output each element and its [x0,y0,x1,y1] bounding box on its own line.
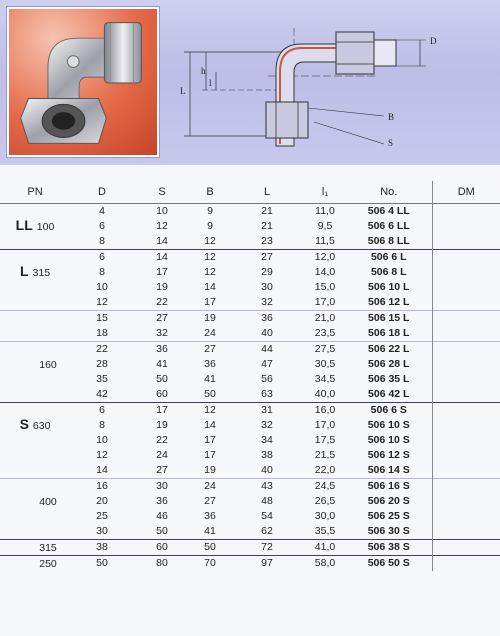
cell-no: 506 6 S [346,402,432,418]
cell-d: 8 [99,418,105,431]
cell-d: 18 [96,326,108,339]
cell-d: 6 [70,249,134,265]
cell-pn [0,539,70,555]
cell-pn [0,387,70,403]
cell-s: 14 [134,249,190,265]
cell-d: 38 [70,539,134,555]
series-label: S [19,415,29,432]
cell-l1: 15,0 [314,280,336,293]
cell-b: 24 [204,326,216,339]
cell-l1: 21,0 [304,310,346,326]
cell-l1: 16,0 [304,402,346,418]
cell-s: 17 [134,402,190,418]
cell-d: 4 [99,204,105,217]
cell-b: 14 [204,280,216,293]
cell-l1: 17,5 [314,433,336,446]
cell-d: 12 [96,448,108,461]
cell-l1: 12,0 [304,249,346,265]
cell-pn [0,555,70,571]
table-row [0,387,500,403]
pressure-value: 250 [39,557,57,570]
table-row [0,402,500,418]
cell-l1: 34,5 [314,372,336,385]
cell-dm [432,478,500,494]
cell-d: 25 [96,509,108,522]
cell-pn [0,372,70,387]
cell-s: 12 [156,219,168,232]
dim-label-b: B [388,112,395,122]
table-row [0,265,500,280]
cell-b: 50 [190,539,230,555]
cell-s: 60 [134,539,190,555]
cell-b: 41 [204,524,216,537]
table-row [0,280,500,295]
cross-section-diagram [176,16,446,156]
cell-d: 28 [96,357,108,370]
table-row [0,463,500,479]
cell-dm [432,203,500,219]
cell-l: 97 [230,555,304,571]
cell-d: 8 [99,234,105,247]
dim-label-d: D [430,36,437,46]
cell-dm [432,524,500,540]
cell-d: 10 [96,433,108,446]
cell-l1: 17,0 [314,295,336,308]
cell-s: 41 [156,357,168,370]
cell-b: 70 [190,555,230,571]
cell-l: 40 [261,326,273,339]
spec-table [0,181,500,571]
pressure-value: 630 [32,419,51,432]
cell-d: 6 [99,219,105,232]
cell-l: 62 [261,524,273,537]
table-row [0,494,500,509]
cell-s: 36 [156,494,168,507]
cell-no: 506 28 L [368,357,410,370]
table-row [0,509,500,524]
cell-d: 20 [96,494,108,507]
cell-l: 40 [261,463,273,476]
cell-no: 506 35 L [368,372,410,385]
cell-dm [432,509,500,524]
pressure-value: 315 [32,266,51,279]
cell-s: 46 [156,509,168,522]
cell-no: 506 6 LL [367,219,410,232]
table-row [0,249,500,265]
cell-pn [0,494,70,509]
cell-pn [0,203,70,219]
cell-l: 32 [261,418,273,431]
cell-l1: 23,5 [314,326,336,339]
cell-s: 32 [156,326,168,339]
col-header-d: D [70,181,134,203]
cell-pn [0,295,70,311]
cell-pn [0,509,70,524]
cell-no: 506 15 L [346,310,432,326]
header-banner [0,0,500,165]
cell-pn [0,341,70,357]
cell-no: 506 42 L [368,387,410,400]
cell-no: 506 4 LL [367,204,410,217]
table-header-row [0,181,500,203]
cell-b: 50 [204,387,216,400]
cell-l1: 27,5 [304,341,346,357]
cell-no: 506 18 L [368,326,410,339]
cell-b: 12 [204,234,216,247]
cell-b: 14 [204,418,216,431]
cell-b: 12 [204,265,216,278]
cell-d: 15 [70,310,134,326]
cell-s: 24 [156,448,168,461]
cell-dm [432,357,500,372]
cell-d: 50 [70,555,134,571]
cell-s: 14 [156,234,168,247]
cell-l: 32 [261,295,273,308]
cell-pn [0,448,70,463]
cell-l1: 24,5 [304,478,346,494]
cell-no: 506 10 S [367,418,410,431]
cell-s: 27 [156,463,168,476]
cell-dm [432,448,500,463]
col-header-l1: l₁ [304,181,346,203]
cell-pn [0,524,70,540]
cell-s: 50 [156,524,168,537]
col-header-no: No. [346,181,432,203]
dim-label-s: S [388,138,394,148]
cell-dm [432,387,500,403]
cell-s: 19 [156,418,168,431]
table-row [0,555,500,571]
pressure-value: 400 [39,495,57,508]
cell-b: 36 [204,357,216,370]
cell-l1: 21,5 [314,448,336,461]
cell-pn [0,478,70,494]
cell-l1: 41,0 [304,539,346,555]
table-row [0,295,500,311]
cell-b: 24 [190,478,230,494]
cell-l1: 30,0 [314,509,336,522]
cell-d: 8 [99,265,105,278]
cell-pn [0,234,70,250]
cell-no: 506 30 S [367,524,410,537]
cell-l: 23 [261,234,273,247]
col-header-s: S [134,181,190,203]
cell-s: 80 [134,555,190,571]
table-row [0,418,500,433]
table-row [0,433,500,448]
table-row [0,203,500,219]
cell-l1: 35,5 [314,524,336,537]
cell-l1: 11,5 [315,234,335,247]
cell-l: 31 [230,402,304,418]
cell-l1: 14,0 [314,265,336,278]
cell-b: 12 [190,402,230,418]
cell-s: 19 [156,280,168,293]
cell-s: 22 [156,295,168,308]
cell-dm [432,494,500,509]
cell-b: 41 [204,372,216,385]
cell-l: 38 [261,448,273,461]
cell-dm [432,341,500,357]
cell-no: 506 8 LL [367,234,410,247]
cell-pn [0,326,70,342]
cell-b: 9 [207,204,213,217]
table-row [0,341,500,357]
table-body [0,203,500,571]
cell-d: 16 [70,478,134,494]
table-row [0,448,500,463]
cell-d: 42 [96,387,108,400]
cell-no: 506 25 S [367,509,410,522]
cell-b: 36 [204,509,216,522]
table-row [0,478,500,494]
cell-s: 10 [156,204,168,217]
cell-l: 47 [261,357,273,370]
cell-dm [432,249,500,265]
cell-d: 35 [96,372,108,385]
cell-no: 506 16 S [346,478,432,494]
cell-b: 17 [204,295,216,308]
pressure-value: 160 [39,358,57,371]
cell-d: 14 [96,463,108,476]
cell-dm [432,234,500,250]
series-label: LL [15,216,33,233]
cell-l: 36 [230,310,304,326]
cell-no: 506 6 L [346,249,432,265]
cell-l1: 11,0 [315,204,335,217]
table-row [0,524,500,540]
cell-no: 506 22 L [346,341,432,357]
cell-s: 27 [134,310,190,326]
cell-dm [432,326,500,342]
cell-s: 22 [156,433,168,446]
technical-drawing [176,16,446,156]
cell-l1: 22,0 [314,463,336,476]
cell-dm [432,402,500,418]
cell-l: 43 [230,478,304,494]
cell-pn [0,415,70,433]
dim-label-l: L [180,86,186,96]
cell-l: 63 [261,387,273,400]
cell-pn [0,262,70,280]
cell-l: 48 [261,494,273,507]
cell-b: 17 [204,433,216,446]
cell-b: 27 [190,341,230,357]
cell-pn [0,433,70,448]
cell-dm [432,280,500,295]
cell-dm [432,539,500,555]
cell-d: 6 [70,402,134,418]
cell-b: 12 [190,249,230,265]
cell-pn [0,280,70,295]
cell-b: 27 [204,494,216,507]
cell-no: 506 50 S [346,555,432,571]
col-header-pn: PN [0,181,70,203]
cell-s: 50 [156,372,168,385]
table-row [0,539,500,555]
cell-d: 30 [96,524,108,537]
table-row [0,372,500,387]
cell-no: 506 12 S [367,448,410,461]
cell-no: 506 12 L [368,295,410,308]
cell-b: 19 [204,463,216,476]
cell-b: 17 [204,448,216,461]
cell-s: 30 [134,478,190,494]
col-header-b: B [190,181,230,203]
cell-dm [432,310,500,326]
cell-pn [0,402,70,418]
cell-s: 60 [156,387,168,400]
cell-pn [0,216,70,234]
cell-no: 506 20 S [367,494,410,507]
cell-l: 44 [230,341,304,357]
cell-l: 29 [261,265,273,278]
pressure-value: 315 [39,541,57,554]
cell-l1: 30,5 [314,357,336,370]
table-row [0,326,500,342]
cell-no: 506 10 L [368,280,410,293]
cell-dm [432,433,500,448]
elbow-fitting-image [9,9,157,155]
cell-d: 10 [96,280,108,293]
table-row [0,310,500,326]
dim-label-h: h [201,66,206,76]
cell-l: 21 [261,204,273,217]
cell-l: 72 [230,539,304,555]
cell-l: 34 [261,433,273,446]
cell-dm [432,295,500,311]
cell-dm [432,265,500,280]
cell-dm [432,219,500,234]
cell-dm [432,418,500,433]
cell-l1: 17,0 [314,418,336,431]
cell-l: 27 [230,249,304,265]
cell-b: 19 [190,310,230,326]
cell-l: 54 [261,509,273,522]
cell-l1: 26,5 [314,494,336,507]
table-row [0,357,500,372]
cell-pn [0,357,70,372]
col-header-l: L [230,181,304,203]
col-header-dm: DM [432,181,500,203]
cell-d: 22 [70,341,134,357]
cell-pn [0,249,70,265]
table-row [0,219,500,234]
cell-s: 17 [156,265,168,278]
cell-l: 30 [261,280,273,293]
cell-s: 36 [134,341,190,357]
cell-l1: 58,0 [304,555,346,571]
cell-pn [0,310,70,326]
cell-no: 506 10 S [367,433,410,446]
cell-l: 56 [261,372,273,385]
cell-no: 506 8 L [370,265,407,278]
dim-label-l1: l [209,78,212,88]
cell-dm [432,372,500,387]
cell-pn [0,463,70,479]
cell-no: 506 38 S [346,539,432,555]
cell-dm [432,463,500,479]
cell-no: 506 14 S [367,463,410,476]
cell-b: 9 [207,219,213,232]
cell-d: 12 [96,295,108,308]
product-photo [7,7,159,157]
pressure-value: 100 [36,220,55,233]
cell-l: 21 [261,219,273,232]
series-label: L [19,262,29,279]
cell-l1: 9,5 [317,219,333,232]
cell-l1: 40,0 [314,387,336,400]
cell-dm [432,555,500,571]
table-row [0,234,500,250]
